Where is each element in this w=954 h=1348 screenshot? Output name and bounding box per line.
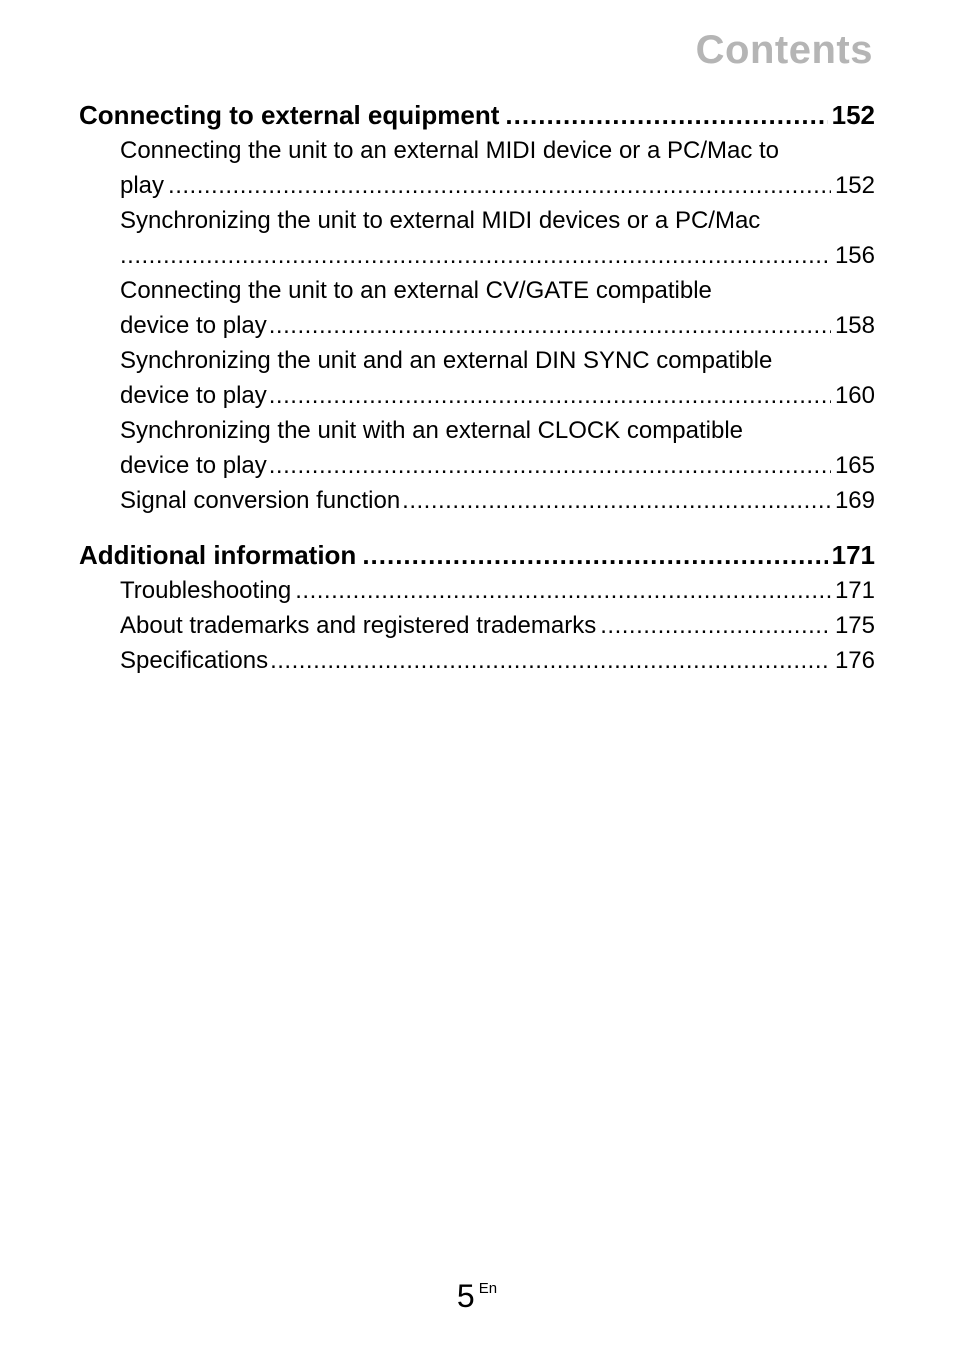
dot-leader xyxy=(600,608,831,643)
toc-entry-title: Specifications xyxy=(120,647,269,674)
language-code: En xyxy=(478,1280,498,1297)
toc-section-additional-information xyxy=(79,536,875,678)
toc-entry-title-line1: Synchronizing the unit to external MIDI devices or a PC/Mac xyxy=(120,207,761,234)
toc-entry-last-line xyxy=(120,378,875,413)
toc-entry-last-line xyxy=(120,238,875,273)
dot-leader xyxy=(362,536,827,574)
toc-heading[interactable] xyxy=(79,536,875,574)
toc-entry-page: 171 xyxy=(834,577,875,604)
toc-entry-last-line xyxy=(120,168,875,203)
toc-heading[interactable] xyxy=(79,96,875,134)
toc-entry-last-line xyxy=(120,448,875,483)
toc-entry-title: Troubleshooting xyxy=(120,577,292,604)
toc-entry-last-line xyxy=(120,308,875,343)
toc-entry-page: 175 xyxy=(834,612,875,639)
toc-entry-page: 176 xyxy=(834,647,875,674)
toc-entry-title-line2: device to play xyxy=(120,382,267,409)
table-of-contents xyxy=(79,96,875,678)
toc-entry-midi-connect[interactable] xyxy=(120,133,875,203)
toc-heading-title: Connecting to external equipment xyxy=(79,100,500,130)
toc-entry-title-line1: Connecting the unit to an external MIDI device or a PC/Mac to xyxy=(120,137,780,164)
dot-leader xyxy=(269,378,831,413)
toc-entry-page: 158 xyxy=(834,312,875,339)
toc-entry-page: 169 xyxy=(834,487,875,514)
dot-leader xyxy=(269,448,831,483)
toc-heading-page: 152 xyxy=(831,100,875,130)
toc-entries xyxy=(79,573,875,678)
toc-entry-last-line xyxy=(120,573,875,608)
toc-entries xyxy=(79,133,875,518)
toc-entry-page: 152 xyxy=(834,172,875,199)
toc-entry-title-line2: device to play xyxy=(120,452,267,479)
toc-entry-title-line2: device to play xyxy=(120,312,267,339)
dot-leader xyxy=(269,308,831,343)
page-title: Contents xyxy=(695,28,873,72)
toc-entry-last-line xyxy=(120,483,875,518)
toc-entry-din-sync[interactable] xyxy=(120,343,875,413)
toc-entry-page: 165 xyxy=(834,452,875,479)
dot-leader xyxy=(270,643,831,678)
toc-entry-clock-sync[interactable] xyxy=(120,413,875,483)
toc-entry-page: 160 xyxy=(834,382,875,409)
toc-entry-signal-conversion[interactable] xyxy=(120,483,875,518)
toc-entry-specifications[interactable] xyxy=(120,643,875,678)
toc-entry-last-line xyxy=(120,608,875,643)
toc-entry-title: About trademarks and registered trademarks xyxy=(120,612,597,639)
toc-entry-title-line1: Synchronizing the unit with an external CLOCK compatible xyxy=(120,417,743,444)
toc-heading-page: 171 xyxy=(831,540,875,570)
toc-entry-title: Signal conversion function xyxy=(120,487,401,514)
toc-entry-troubleshooting[interactable] xyxy=(120,573,875,608)
toc-entry-cv-gate[interactable] xyxy=(120,273,875,343)
toc-entry-title-line1: Synchronizing the unit and an external DIN SYNC compatible xyxy=(120,347,773,374)
dot-leader xyxy=(295,573,831,608)
toc-section-external-equipment xyxy=(79,96,875,518)
toc-entry-title-line2: play xyxy=(120,172,165,199)
toc-entry-page: 156 xyxy=(834,242,875,269)
dot-leader xyxy=(120,238,831,273)
toc-entry-title-line1: Connecting the unit to an external CV/GATE compatible xyxy=(120,277,712,304)
page-number: 5 xyxy=(456,1278,475,1314)
dot-leader xyxy=(505,96,827,134)
toc-entry-midi-sync[interactable] xyxy=(120,203,875,273)
toc-entry-last-line xyxy=(120,643,875,678)
dot-leader xyxy=(168,168,831,203)
page-footer xyxy=(0,1278,954,1314)
toc-heading-title: Additional information xyxy=(79,540,357,570)
dot-leader xyxy=(402,483,831,518)
toc-entry-trademarks[interactable] xyxy=(120,608,875,643)
